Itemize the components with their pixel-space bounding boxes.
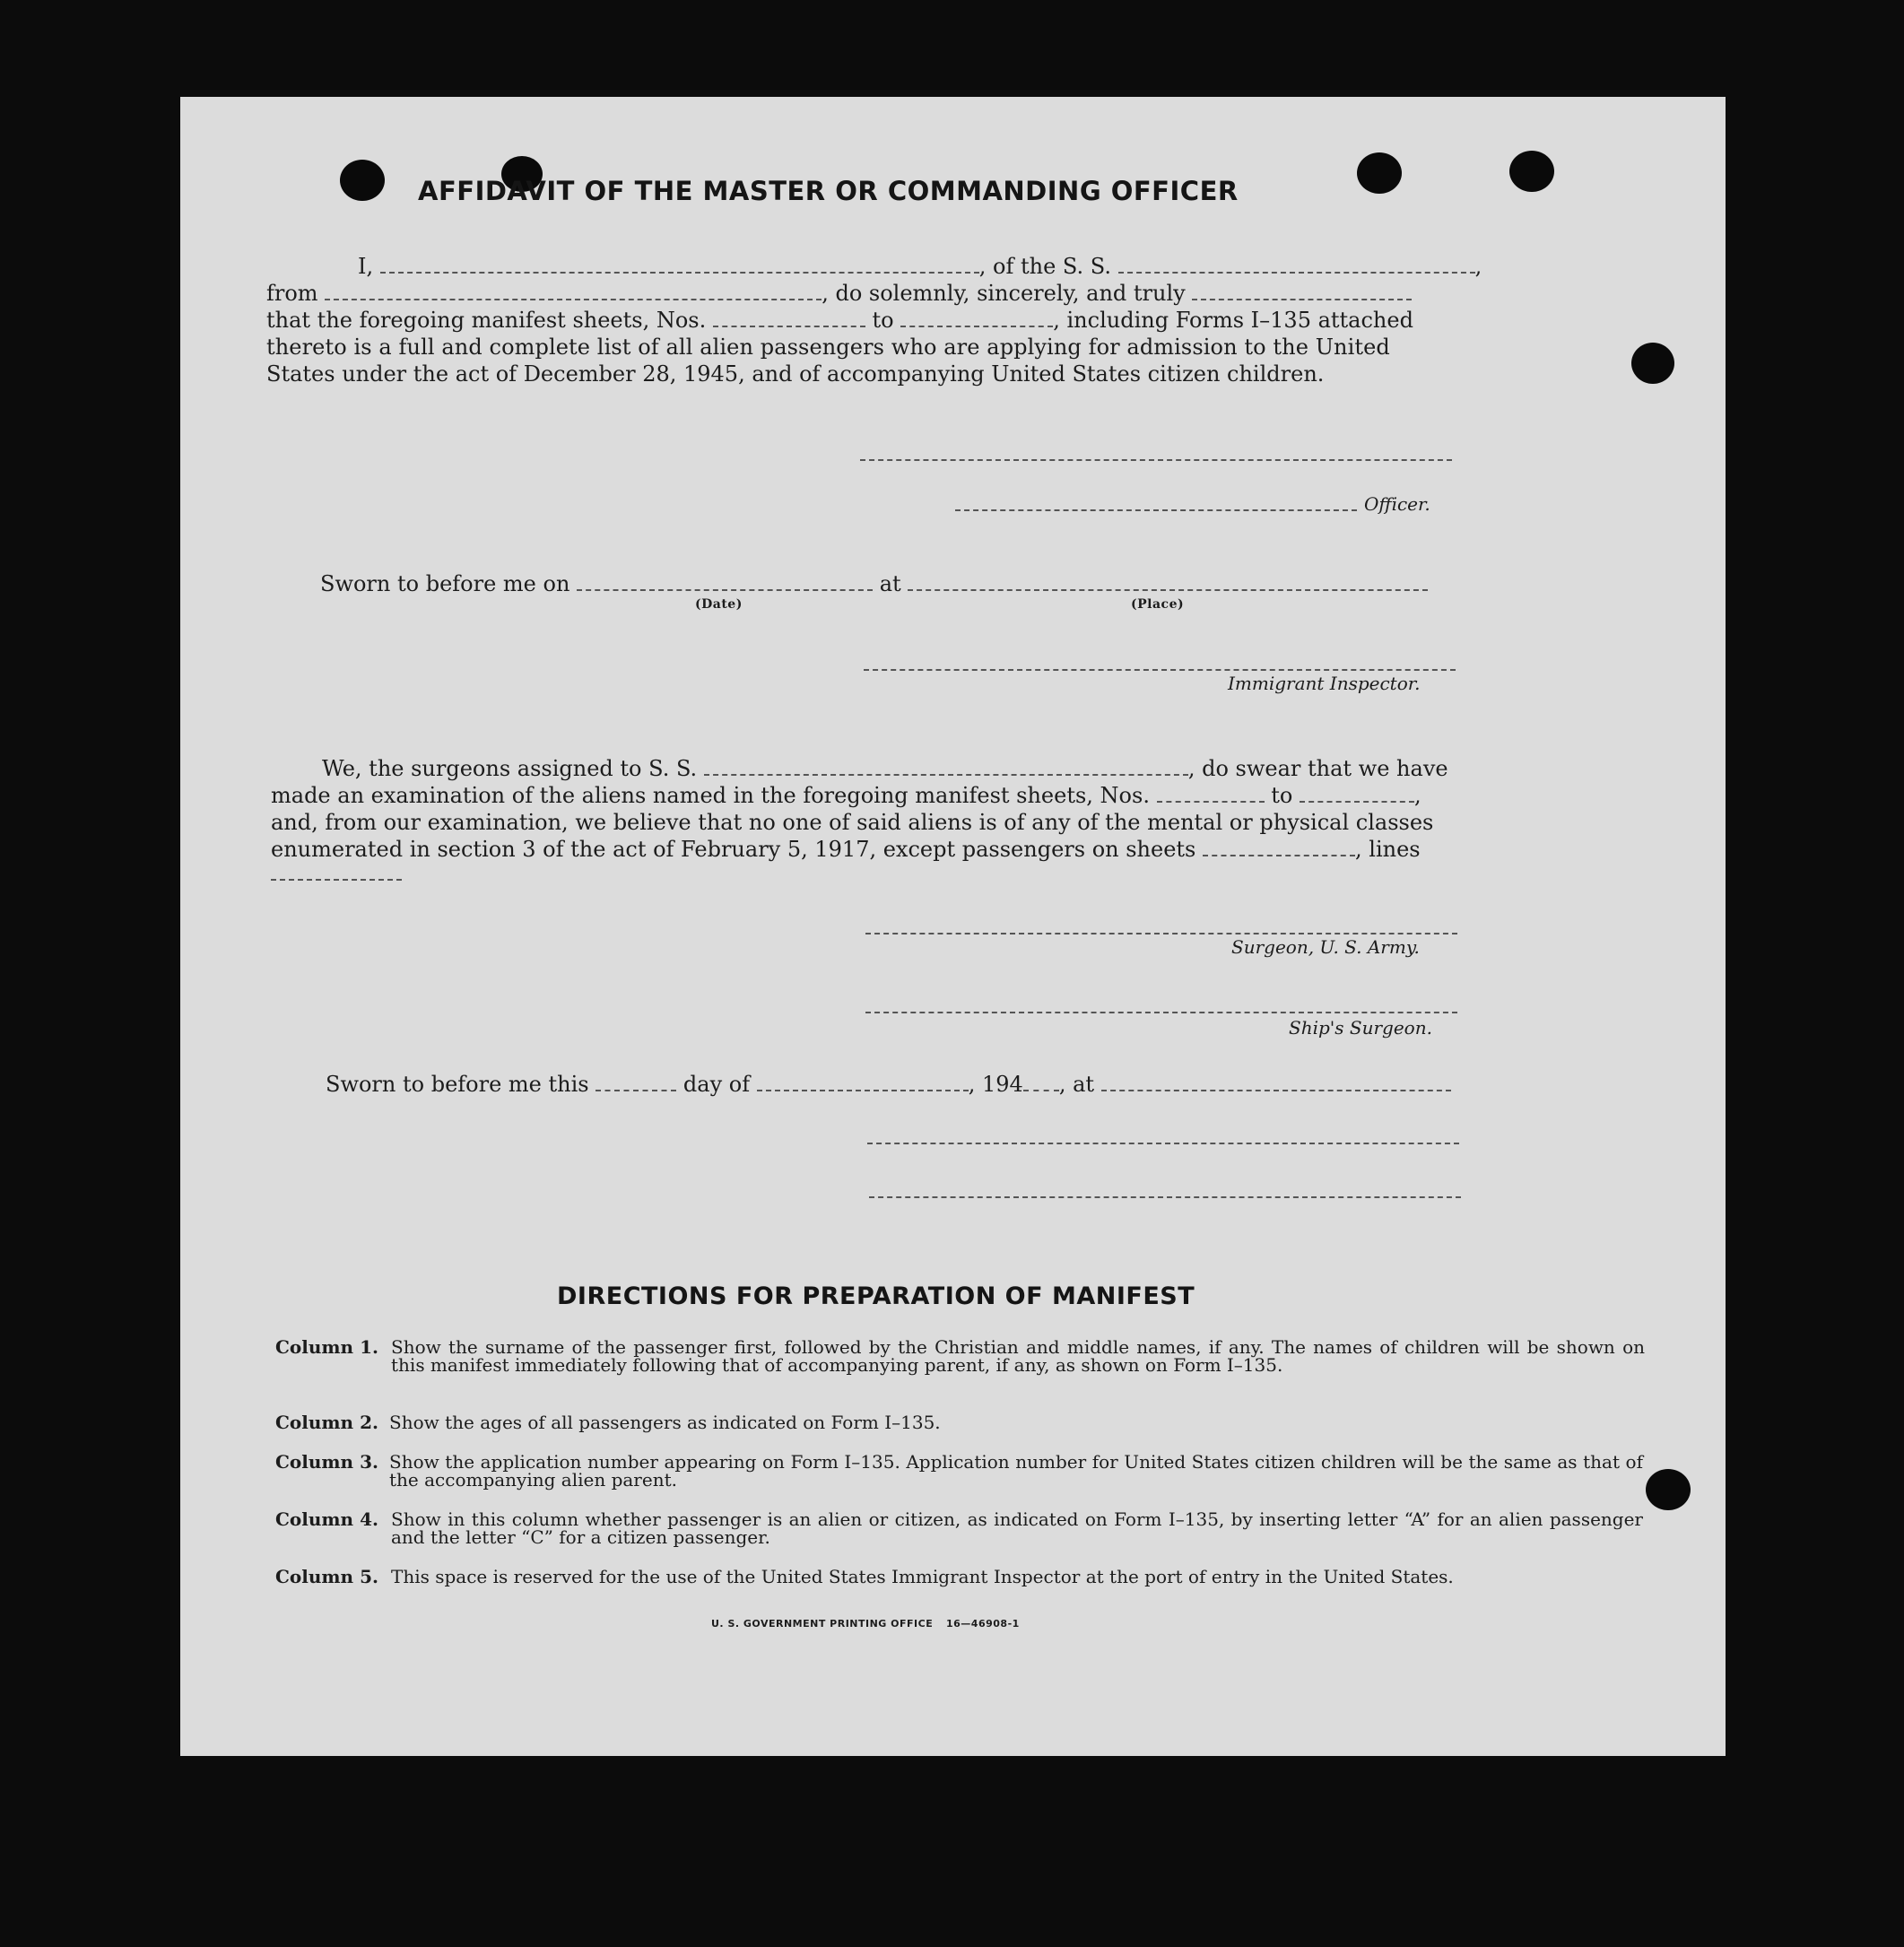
inspector-caption: Immigrant Inspector. [1228, 673, 1421, 694]
ship-surgeon-signature-line[interactable] [865, 1012, 1457, 1013]
master-signature-line[interactable] [860, 459, 1452, 461]
surgeons-text: made an examination of the aliens named in the foregoing manifest sheets, Nos. [271, 783, 1150, 808]
inspector-signature-line[interactable] [864, 669, 1456, 671]
affidavit-text: , of the S. S. [978, 254, 1111, 279]
affidavit-line-4: thereto is a full and complete list of all alien passengers who are applying for admission to the United [266, 335, 1390, 360]
affidavit-line-2 [266, 280, 1412, 307]
surgeons-text: , lines [1355, 837, 1421, 862]
affirmation-field[interactable] [1192, 282, 1412, 300]
officer-caption: Officer. [1364, 493, 1430, 515]
sworn-port-field[interactable] [1101, 1073, 1451, 1091]
affidavit-text: from [266, 281, 318, 306]
sworn-signature-line-2[interactable] [869, 1196, 1461, 1198]
army-surgeon-caption: Surgeon, U. S. Army. [1231, 936, 1420, 958]
sworn-year-field[interactable] [1023, 1073, 1059, 1091]
surgeons-line-4 [271, 836, 1421, 863]
sworn-text: day of [682, 1072, 751, 1097]
column-3-text: Show the application number appearing on Form I–135. Application number for United States citizen children will be the same as that of the accompanying alien parent. [389, 1451, 1643, 1491]
punch-hole [1646, 1469, 1691, 1510]
ship-name-field[interactable] [1118, 256, 1475, 274]
directions-title: DIRECTIONS FOR PREPARATION OF MANIFEST [557, 1282, 1195, 1310]
affidavit-text: , [1474, 254, 1482, 279]
except-lines-field[interactable] [271, 879, 402, 881]
printer-imprint: U. S. GOVERNMENT PRINTING OFFICE [711, 1618, 934, 1630]
master-name-field[interactable] [380, 256, 979, 274]
affidavit-line-5: States under the act of December 28, 1945, and of accompanying United States citizen children. [266, 361, 1325, 387]
port-from-field[interactable] [325, 282, 822, 300]
punch-hole [1631, 343, 1674, 384]
sworn-text: Sworn to before me on [320, 571, 570, 596]
sworn-text: , 194 [968, 1072, 1023, 1097]
punch-hole [340, 160, 385, 201]
column-5-label: Column 5. [275, 1566, 378, 1587]
army-surgeon-signature-line[interactable] [865, 933, 1457, 934]
surgeons-line-1 [322, 755, 1448, 782]
affidavit-text: I, [358, 254, 374, 279]
column-4-label: Column 4. [275, 1508, 378, 1530]
sworn-line-2 [326, 1071, 1451, 1098]
column-1-text: Show the surname of the passenger first, followed by the Christian and middle names, if any. The names of children will be shown on this manifest immediately following that of accompanying parent, if any, as shown on Form I–135. [391, 1336, 1645, 1376]
exam-sheets-from-field[interactable] [1157, 785, 1265, 803]
punch-hole [1357, 152, 1402, 194]
surgeons-text: , do swear that we have [1187, 756, 1448, 781]
date-caption: (Date) [695, 597, 743, 612]
surgeons-text: enumerated in section 3 of the act of February 5, 1917, except passengers on sheets [271, 837, 1196, 862]
affidavit-text: that the foregoing manifest sheets, Nos. [266, 308, 707, 333]
ship-surgeon-caption: Ship's Surgeon. [1289, 1017, 1432, 1039]
column-5-text: This space is reserved for the use of the United States Immigrant Inspector at the port of entry in the United States. [391, 1566, 1454, 1587]
form-number: 16—46908-1 [946, 1618, 1020, 1630]
sworn-line-1 [320, 570, 1428, 597]
officer-signature-line[interactable] [955, 509, 1357, 511]
affidavit-text: , including Forms I–135 attached [1053, 308, 1413, 333]
affidavit-title: AFFIDAVIT OF THE MASTER OR COMMANDING OFFICER [418, 176, 1239, 206]
affidavit-line-1 [313, 253, 1482, 280]
surgeons-line-3: and, from our examination, we believe that no one of said aliens is of any of the mental or physical classes [271, 810, 1434, 835]
column-1-label: Column 1. [275, 1336, 378, 1358]
punch-hole [1509, 151, 1554, 192]
surgeons-text: , [1413, 783, 1421, 808]
place-caption: (Place) [1131, 597, 1185, 612]
sheets-to-field[interactable] [900, 309, 1053, 327]
sworn-text: at [879, 571, 901, 596]
except-sheets-field[interactable] [1203, 839, 1355, 856]
sworn-date-field[interactable] [577, 573, 873, 591]
surgeons-text: We, the surgeons assigned to S. S. [322, 756, 698, 781]
sworn-signature-line-1[interactable] [867, 1143, 1459, 1144]
sheets-from-field[interactable] [713, 309, 865, 327]
sworn-day-field[interactable] [596, 1073, 676, 1091]
affidavit-line-3 [266, 307, 1413, 334]
surgeons-line-2 [271, 782, 1421, 809]
column-4-text: Show in this column whether passenger is an alien or citizen, as indicated on Form I–135, by inserting letter “A” for an alien passenger and the letter “C” for a citizen passenger. [391, 1508, 1643, 1548]
sworn-month-field[interactable] [757, 1073, 969, 1091]
form-page [180, 97, 1726, 1756]
affidavit-text: , do solemnly, sincerely, and truly [822, 281, 1186, 306]
column-3-label: Column 3. [275, 1451, 378, 1473]
column-2-text: Show the ages of all passengers as indicated on Form I–135. [389, 1412, 941, 1433]
sworn-text: Sworn to before me this [326, 1072, 589, 1097]
surgeons-text: to [1271, 783, 1293, 808]
column-2-label: Column 2. [275, 1412, 378, 1433]
sworn-text: , at [1058, 1072, 1095, 1097]
surgeons-ship-field[interactable] [704, 758, 1188, 776]
exam-sheets-to-field[interactable] [1300, 785, 1414, 803]
sworn-place-field[interactable] [908, 573, 1428, 591]
affidavit-text: to [872, 308, 894, 333]
